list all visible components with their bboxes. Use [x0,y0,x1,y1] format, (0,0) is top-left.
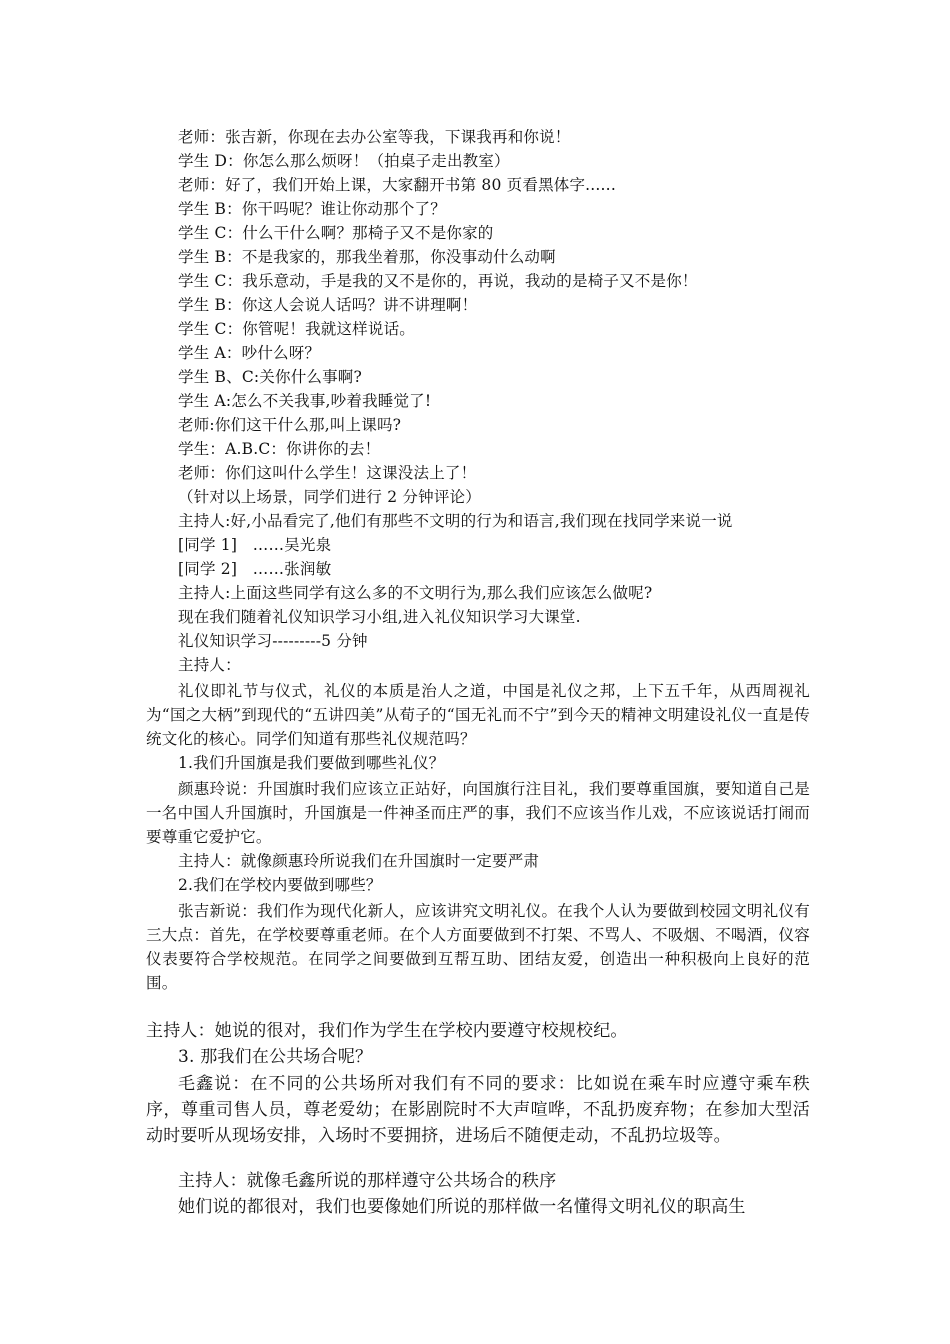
question-2: 2.我们在学校内要做到哪些？ [178,876,382,894]
closing-line: 她们说的都很对，我们也要像她们所说的那样做一名懂得文明礼仪的职高生 [178,1197,746,1217]
classmate-2: [同学 2] ……张润敏 [178,560,332,578]
answer-3-paragraph: 毛鑫说：在不同的公共场所对我们有不同的要求：比如说在乘车时应遵守乘车秩序，尊重司售人员，尊老爱幼；在影剧院时不大声喧哗，不乱扔废弃物；在参加大型活动时要听从现场安排，入场时不要拥挤，进场后不随便走动，不乱扔垃圾等。 [146,1074,810,1146]
host-line-1: 主持人:好,小品看完了,他们有那些不文明的行为和语言,我们现在找同学来说一说 [178,512,733,530]
host-line-3: 主持人：就像颜惠玲所说我们在升国旗时一定要严肃 [178,852,540,870]
dialogue-line-2: 学生 D：你怎么那么烦呀！（拍桌子走出教室） [178,152,510,170]
stage-note: （针对以上场景，同学们进行 2 分钟评论） [178,488,481,506]
host-line-4: 主持人：她说的很对，我们作为学生在学校内要遵守校规校纪。 [146,1021,628,1041]
question-1: 1.我们升国旗是我们要做到哪些礼仪？ [178,754,445,772]
dialogue-line-11: 学生 B、C:关你什么事啊? [178,368,363,386]
question-3: 3. 那我们在公共场合呢？ [178,1047,373,1067]
answer-2-paragraph: 张吉新说：我们作为现代化新人，应该讲究文明礼仪。在我个人认为要做到校园文明礼仪有三大点：首先，在学校要尊重老师。在个人方面要做到不打架、不骂人、不吸烟、不喝酒，仪容仪表要符合学校规范。在同学之间要做到互帮互助、团结友爱，创造出一种积极向上良好的范围。 [146,902,810,992]
dialogue-line-12: 学生 A:怎么不关我事,吵着我睡觉了! [178,392,432,410]
dialogue-line-14: 学生：A.B.C：你讲你的去！ [178,440,381,458]
dialogue-line-8: 学生 B：你这人会说人话吗？讲不讲理啊！ [178,296,478,314]
dialogue-line-6: 学生 B：不是我家的，那我坐着那，你没事动什么动啊 [178,248,556,266]
etiquette-intro-paragraph: 礼仪即礼节与仪式，礼仪的本质是治人之道，中国是礼仪之邦，上下五千年，从西周视礼为“国之大柄”到现代的“五讲四美”从荀子的“国无礼而不宁”到今天的精神文明建设礼仪一直是传统文化的核心。同学们知道有那些礼仪规范吗？ [146,682,810,748]
dialogue-line-15: 老师：你们这叫什么学生！这课没法上了！ [178,464,477,482]
dialogue-line-10: 学生 A：吵什么呀？ [178,344,321,362]
dialogue-line-5: 学生 C：什么干什么啊？那椅子又不是你家的 [178,224,494,242]
classmate-1: [同学 1] ……吴光泉 [178,536,332,554]
dialogue-line-4: 学生 B：你干吗呢？谁让你动那个了？ [178,200,446,218]
dialogue-line-7: 学生 C：我乐意动，手是我的又不是你的，再说，我动的是椅子又不是你！ [178,272,698,290]
host-label: 主持人： [178,656,241,674]
transition-line: 现在我们随着礼仪知识学习小组,进入礼仪知识学习大课堂. [178,608,581,626]
dialogue-line-13: 老师:你们这干什么那,叫上课吗? [178,416,402,434]
section-heading: 礼仪知识学习---------5 分钟 [178,632,368,650]
dialogue-line-1: 老师：张吉新，你现在去办公室等我，下课我再和你说！ [178,128,571,146]
answer-1-paragraph: 颜惠玲说：升国旗时我们应该立正站好，向国旗行注目礼，我们要尊重国旗，要知道自己是一名中国人升国旗时，升国旗是一件神圣而庄严的事，我们不应该当作儿戏，不应该说话打闹而要尊重它爱护它。 [146,780,810,846]
dialogue-line-3: 老师：好了，我们开始上课，大家翻开书第 80 页看黑体字...... [178,176,616,194]
host-line-5: 主持人：就像毛鑫所说的那样遵守公共场合的秩序 [178,1171,557,1191]
dialogue-line-9: 学生 C：你管呢！我就这样说话。 [178,320,415,338]
host-line-2: 主持人:上面这些同学有这么多的不文明行为,那么我们应该怎么做呢? [178,584,653,602]
